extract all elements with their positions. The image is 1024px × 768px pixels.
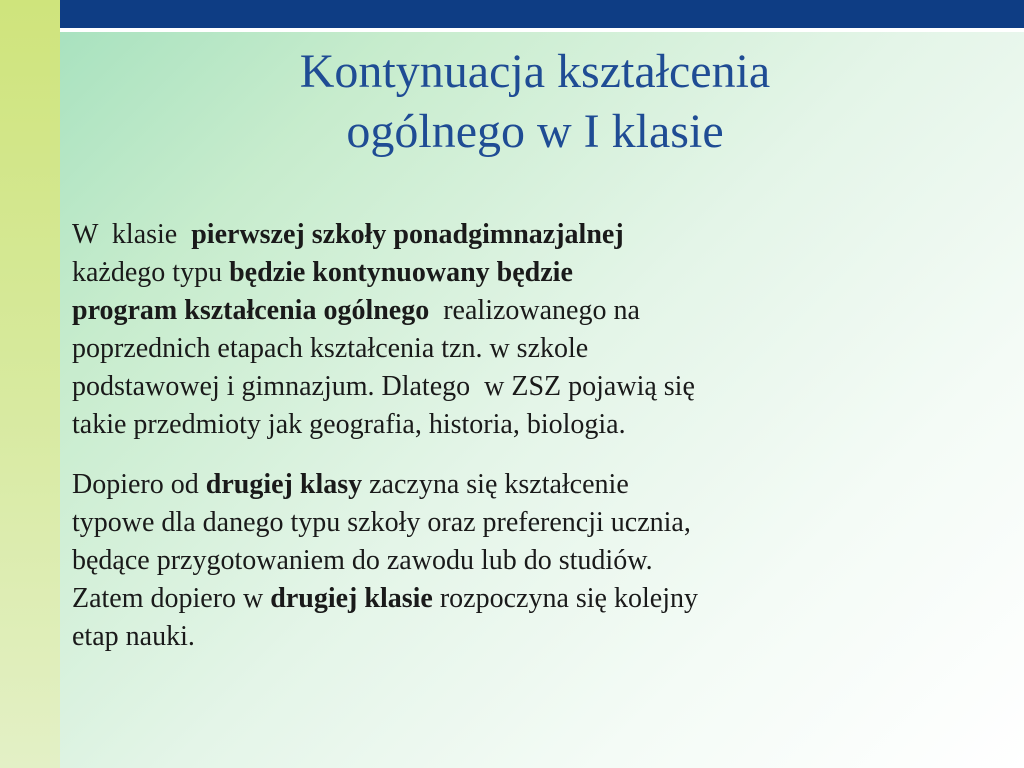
text-line	[72, 618, 972, 656]
body-text-run: realizowanego na	[429, 295, 640, 326]
body-text-run: będące przygotowaniem do zawodu lub do studiów.	[72, 545, 653, 576]
slide-title-line-1: Kontynuacja kształcenia	[299, 45, 771, 98]
paragraph-second-class	[72, 466, 972, 656]
slide-body	[72, 216, 972, 656]
bold-text: będzie kontynuowany będzie	[229, 257, 573, 288]
text-line	[72, 406, 972, 444]
body-text-run: zaczyna się kształcenie	[362, 469, 629, 500]
bold-text: program kształcenia ogólnego	[72, 295, 430, 326]
bold-text: drugiej klasie	[270, 583, 433, 614]
text-line	[72, 330, 972, 368]
text-line	[72, 580, 972, 618]
slide-title	[130, 42, 940, 162]
body-text-run: W klasie	[72, 219, 192, 250]
body-text-run: etap nauki.	[72, 621, 195, 652]
body-text-run: poprzednich etapach kształcenia tzn. w szkole	[72, 333, 589, 364]
body-text-run: podstawowej i gimnazjum. Dlatego w ZSZ pojawią się	[72, 371, 695, 402]
paragraph-first-class	[72, 216, 972, 444]
left-accent-strip	[0, 0, 60, 768]
body-text-run: typowe dla danego typu szkoły oraz preferencji ucznia,	[72, 507, 691, 538]
text-line	[72, 254, 972, 292]
text-line	[72, 466, 972, 504]
body-text-run: Zatem dopiero w	[72, 583, 271, 614]
text-line	[72, 542, 972, 580]
bold-text: pierwszej szkoły ponadgimnazjalnej	[191, 219, 624, 250]
body-text-run: rozpoczyna się kolejny	[432, 583, 698, 614]
bold-text: drugiej klasy	[205, 469, 363, 500]
body-text-run: Dopiero od	[72, 469, 206, 500]
body-text-run: takie przedmioty jak geografia, historia, biologia.	[72, 409, 626, 440]
slide-title-line-2: ogólnego w I klasie	[346, 105, 724, 158]
text-line	[72, 504, 972, 542]
text-line	[72, 368, 972, 406]
text-line	[72, 292, 972, 330]
top-header-bar	[60, 0, 1024, 28]
text-line	[72, 216, 972, 254]
body-text-run: każdego typu	[72, 257, 230, 288]
